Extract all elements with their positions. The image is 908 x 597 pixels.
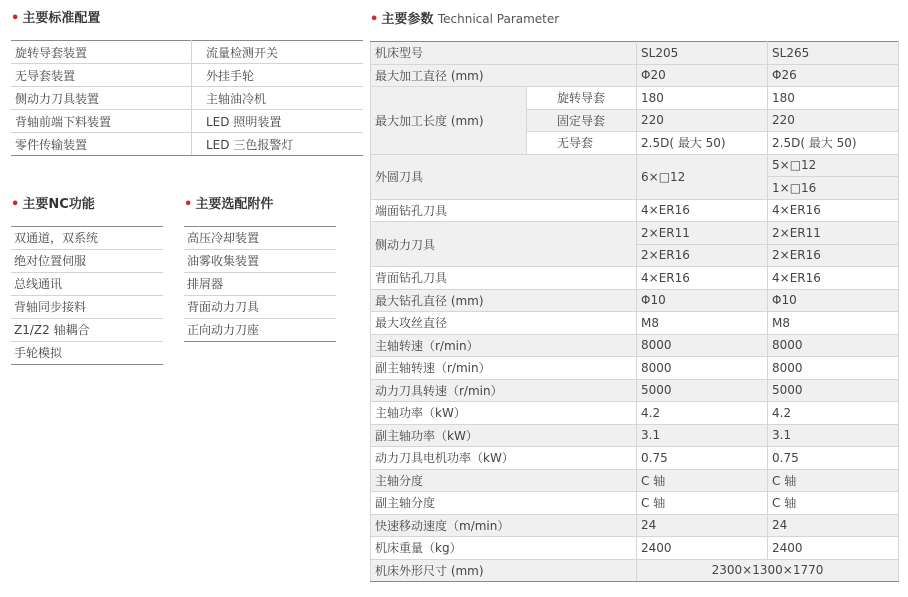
table-row: 机床外形尺寸 (mm) 2300×1300×1770 bbox=[371, 559, 899, 582]
list-item: 绝对位置伺服 bbox=[11, 250, 163, 273]
table-row: 最大攻丝直径 M8 M8 bbox=[371, 312, 899, 335]
list-item: 正向动力刀座 bbox=[184, 319, 336, 342]
list-item: 高压冷却装置 bbox=[184, 226, 336, 250]
table-row: 动力刀具转速（r/min） 5000 5000 bbox=[371, 379, 899, 402]
table-row: 旋转导套装置 流量检测开关 bbox=[11, 41, 363, 64]
table-row: 侧动力刀具装置 主轴油冷机 bbox=[11, 87, 363, 110]
nc-heading: • 主要NC功能 bbox=[11, 197, 95, 212]
list-item: 背轴同步接料 bbox=[11, 296, 163, 319]
options-list bbox=[184, 226, 336, 342]
table-row: 无导套装置 外挂手轮 bbox=[11, 64, 363, 87]
table-row: 无导套 2.5D( 最大 50) 2.5D( 最大 50) bbox=[371, 132, 899, 155]
options-heading: • 主要选配附件 bbox=[184, 197, 274, 212]
bullet-dot-icon: • bbox=[11, 11, 20, 26]
table-row: 机床型号 SL205 SL265 bbox=[371, 42, 899, 65]
params-heading: • 主要参数 Technical Parameter bbox=[370, 12, 560, 27]
list-item: 排屑器 bbox=[184, 273, 336, 296]
table-row: 动力刀具电机功率（kW） 0.75 0.75 bbox=[371, 447, 899, 470]
table-row: 机床重量（kg） 2400 2400 bbox=[371, 537, 899, 560]
table-row: 端面钻孔刀具 4×ER16 4×ER16 bbox=[371, 199, 899, 222]
list-item: 油雾收集装置 bbox=[184, 250, 336, 273]
bullet-dot-icon: • bbox=[11, 197, 20, 212]
table-row: 2×ER16 2×ER16 bbox=[371, 244, 899, 267]
table-row: 主轴分度 C 轴 C 轴 bbox=[371, 469, 899, 492]
table-row: 副主轴功率（kW） 3.1 3.1 bbox=[371, 424, 899, 447]
table-row: 副主轴转速（r/min） 8000 8000 bbox=[371, 357, 899, 380]
list-item: 背面动力刀具 bbox=[184, 296, 336, 319]
standard-config-table bbox=[11, 40, 363, 156]
technical-parameter-table bbox=[370, 41, 899, 582]
table-row: 背面钻孔刀具 4×ER16 4×ER16 bbox=[371, 267, 899, 290]
standard-heading: • 主要标准配置 bbox=[11, 11, 101, 26]
nc-function-list bbox=[11, 226, 163, 365]
table-row: 最大加工长度 (mm) 旋转导套 180 180 bbox=[371, 87, 899, 110]
table-row: 背轴前端下料装置 LED 照明装置 bbox=[11, 110, 363, 133]
bullet-dot-icon: • bbox=[184, 197, 193, 212]
list-item: 双通道，双系统 bbox=[11, 226, 163, 250]
table-row: 侧动力刀具 2×ER11 2×ER11 bbox=[371, 222, 899, 245]
table-row: 最大加工直径 (mm) Φ20 Φ26 bbox=[371, 64, 899, 87]
list-item: 总线通讯 bbox=[11, 273, 163, 296]
table-row: 零件传输装置 LED 三色报警灯 bbox=[11, 133, 363, 156]
bullet-dot-icon: • bbox=[370, 12, 379, 27]
table-row: 最大钻孔直径 (mm) Φ10 Φ10 bbox=[371, 289, 899, 312]
table-row: 外圆刀具 6×□12 5×□12 bbox=[371, 154, 899, 177]
table-row: 主轴转速（r/min） 8000 8000 bbox=[371, 334, 899, 357]
table-row: 固定导套 220 220 bbox=[371, 109, 899, 132]
table-row: 快速移动速度（m/min） 24 24 bbox=[371, 514, 899, 537]
list-item: Z1/Z2 轴耦合 bbox=[11, 319, 163, 342]
table-row: 主轴功率（kW） 4.2 4.2 bbox=[371, 402, 899, 425]
table-row: 1×□16 bbox=[371, 177, 899, 200]
table-row: 副主轴分度 C 轴 C 轴 bbox=[371, 492, 899, 515]
list-item: 手轮模拟 bbox=[11, 342, 163, 365]
